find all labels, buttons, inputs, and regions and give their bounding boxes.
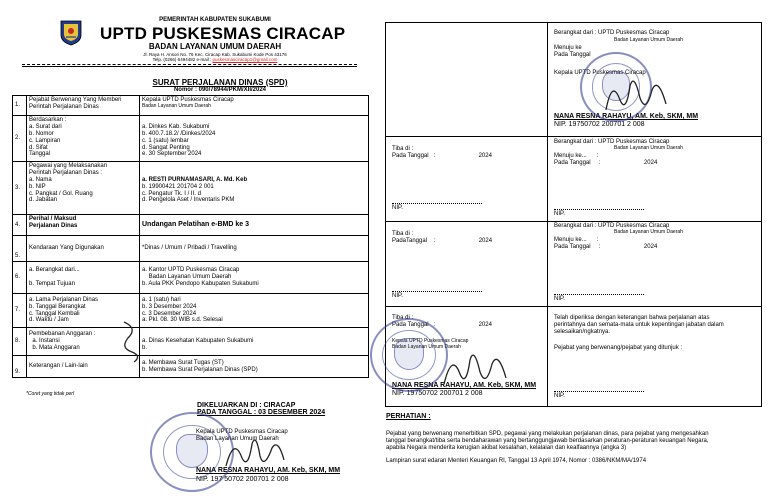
row-left: Pegawai yang Melaksanakan Perintah Perjalanan Dinas : a. Nama b. NIP c. Pangkat / Gol. Ruang d. Jabatan xyxy=(27,162,140,215)
s1-name: NANA RESNA RAHAYU, AM. Keb, SKM, MM xyxy=(554,113,699,120)
official-stamp xyxy=(370,318,448,392)
row-left: a. Lama Perjalanan Dinas b. Tanggal Berangkat c. Tanggal Kembali d. Waktu / Jam xyxy=(27,294,140,328)
row-right: *Dinas / Umum / Pribadi / Travelling xyxy=(140,236,369,262)
row-left: Keterangan / Lain-lain xyxy=(27,356,140,378)
hline-1 xyxy=(385,136,762,137)
s1-menuju: Menuju ke xyxy=(554,45,582,51)
row-right: a. Kantor UPTD Puskesmas Ciracap Badan Layanan Umum Daerah b. Aula PKK Pendopo Kabupaten Sukabumi xyxy=(140,262,369,294)
row-right: a. RESTI PURNAMASARI, A. Md. Keb b. 19900421 201704 2 001 c. Pengatur Tk. I / II. d d. Pengelola Aset / Inventaris PKM xyxy=(140,162,369,215)
table-row xyxy=(13,96,369,116)
doc-number: Nomor : 090/78944/PKM/XII/2024 xyxy=(173,87,267,93)
email-link[interactable]: puskesmasciracap1@gmail.com xyxy=(212,57,278,62)
row-no: 6. xyxy=(13,262,27,294)
s3-nip-left: NIP. xyxy=(392,291,482,300)
org-address: Jl. Raya H. Ansori No. 76 Kec. Ciracap Kab. Sukabumi Kode Pos 43176 xyxy=(143,52,287,57)
regency-logo xyxy=(60,20,82,46)
s1-blud: Badan Layanan Umum Daerah xyxy=(614,37,683,43)
row-right: a. 1 (satu) hari b. 3 Desember 2024 c. 3 Desember 2024 a. Pkl. 08. 30 WIB s.d. Selesai xyxy=(140,294,369,328)
perhatian-p4: Lampiran surat edaran Menteri Keuangan RI, Tanggal 13 April 1974, Nomor : 0386/NKM/MA/1974 xyxy=(386,458,647,464)
s4-tiba: Tiba di : xyxy=(392,315,414,321)
issue-nip: NIP. 197 50702 200701 2 008 xyxy=(196,476,289,483)
table-row xyxy=(13,116,369,162)
perhatian-title: PERHATIAN : xyxy=(386,413,431,420)
s2-tiba: Tiba di : xyxy=(392,146,414,152)
perhatian-p1: Pejabat yang berwenang menerbitkan SPD, pegawai yang melakukan perjalanan dinas, para pejabat yang mengesahkan xyxy=(386,431,709,437)
contact-label: Telp. (0266) 6494482 e-mail : xyxy=(152,57,212,62)
issue-head1: Kepala UPTD Puskesmas Ciracap xyxy=(196,429,288,435)
row-left: a. Berangkat dari... b. Tempat Tujuan xyxy=(27,262,140,294)
s1-nip: NIP. 19750702 200701 2 008 xyxy=(554,121,645,128)
s3-berangkat: Berangkat dari : UPTD Puskesmas Ciracap xyxy=(554,223,670,229)
row-left: Pembebanan Anggaran : a. Instansi b. Mata Anggaran xyxy=(27,328,140,356)
s3-pada-r: Pada Tanggal : 2024 xyxy=(554,244,658,250)
row-left: Pejabat Berwenang Yang Memberi Perintah Perjalanan Dinas xyxy=(27,96,140,116)
s1-berangkat: Berangkat dari : UPTD Puskesmas Ciracap xyxy=(554,30,670,36)
s3-blud: Badan Layanan Umum Daerah xyxy=(614,229,683,235)
s4-pada: Pada Tanggal : 2024 xyxy=(392,322,492,328)
gov-name: PEMERINTAH KABUPATEN SUKABUMI xyxy=(159,17,271,23)
row-no: 4. xyxy=(13,215,27,236)
issue-name: NANA RESNA RAHAYU, AM. Keb, SKM, MM xyxy=(196,467,341,474)
row-no: 9. xyxy=(13,356,27,378)
row-right: Kepala UPTD Puskesmas Ciracap Badan Layanan Umum Daerah xyxy=(140,96,369,116)
table-row xyxy=(13,356,369,378)
table-row xyxy=(13,215,369,236)
right-page xyxy=(380,0,768,501)
table-row xyxy=(13,262,369,294)
signature xyxy=(602,70,672,118)
s4-check3: selesaikan/ngkatnya. xyxy=(554,329,611,335)
s4-nip: NIP. 19750702 200701 2 008 xyxy=(392,390,483,397)
signature xyxy=(222,430,292,474)
row-left: Perihal / Maksud Perjalanan Dinas xyxy=(27,215,140,236)
org-subtitle: BADAN LAYANAN UMUM DAERAH xyxy=(148,42,282,51)
s2-pada-r: Pada Tanggal : 2024 xyxy=(554,160,658,166)
s4-nip-right: NIP. xyxy=(554,391,644,400)
issue-date: PADA TANGGAL : 03 DESEMBER 2024 xyxy=(197,409,326,416)
signature xyxy=(440,342,510,392)
s1-kepala: Kepala UPTD Puskesmas Ciracap xyxy=(554,70,646,76)
s2-nip-right: NIP. xyxy=(554,209,644,218)
doc-title: SURAT PERJALANAN DINAS (SPD) xyxy=(152,78,288,87)
row-no: 7. xyxy=(13,294,27,328)
header-divider-2 xyxy=(22,66,357,67)
s2-nip-left: NIP. xyxy=(392,203,482,212)
s1-pada: Pada Tanggal xyxy=(554,52,591,58)
s2-berangkat: Berangkat dari : UPTD Puskesmas Ciracap xyxy=(554,139,670,145)
table-row xyxy=(13,328,369,356)
row-no: 3. xyxy=(13,162,27,215)
issue-place: DIKELUARKAN DI : CIRACAP xyxy=(197,402,296,409)
hline-3 xyxy=(385,306,762,307)
hline-2 xyxy=(385,221,762,222)
header-divider xyxy=(22,64,357,65)
s2-menuju: Menuju ke... : xyxy=(554,153,599,159)
s3-pada: PadaTanggal : 2024 xyxy=(392,238,493,244)
vertical-divider xyxy=(547,22,548,407)
spd-table xyxy=(12,95,369,378)
table-row xyxy=(13,294,369,328)
org-title: UPTD PUSKESMAS CIRACAP xyxy=(100,24,346,43)
perhatian-p2: tanggal berangkat/tiba serta bendaharawan yang bertanggungjawab berdasarkan peraturan-peraturan keuangan Negara, xyxy=(386,438,709,444)
row-no: 1. xyxy=(13,96,27,116)
row-left: Kendaraan Yang Digunakan xyxy=(27,236,140,262)
s4-name: NANA RESNA RAHAYU, AM. Keb, SKM, MM xyxy=(392,382,537,389)
s3-menuju: Menuju ke... : xyxy=(554,237,599,243)
row-left: Berdasarkan : a. Surat dari b. Nomor c. Lampiran d. Sifat Tanggal xyxy=(27,116,140,162)
s2-pada: Pada Tanggal : 2024 xyxy=(392,153,492,159)
table-row xyxy=(13,162,369,215)
footnote: *Coret yang tidak perl xyxy=(26,391,75,397)
perhatian-p3: apabila Negara menderita kerugian akibat kesalahan, kelalaian dan kealfaannya (angka 3) xyxy=(386,445,627,451)
row-right: a. Dinas Kesehatan Kabupaten Sukabumi b. xyxy=(140,328,369,356)
row-no: 8. xyxy=(13,328,27,356)
s2-blud: Badan Layanan Umum Daerah xyxy=(614,145,683,151)
initial-paraf xyxy=(118,318,148,364)
issue-head2: Badan Layanan Umum Daerah xyxy=(196,436,279,442)
row-no: 2. xyxy=(13,116,27,162)
s3-tiba: Tiba di : xyxy=(392,231,414,237)
row-right: a. Membawa Surat Tugas (ST) b. Membawa Surat Perjalanan Dinas (SPD) xyxy=(140,356,369,378)
s4-check2: perintahnya dan semata-mata untuk kepentingan jabatan dalam xyxy=(554,322,724,328)
org-contact xyxy=(100,57,330,62)
s3-nip-right: NIP. xyxy=(554,294,644,303)
row-right: a. Dinkes Kab. Sukabumi b. 400.7.18.2/ /Dinkes/2024 c. 1 (satu) lembar d. Sangat Penting e. 30 September 2024 xyxy=(140,116,369,162)
s4-pejabat: Pejabat yang berwenang/pejabat yang ditunjuk : xyxy=(554,345,683,351)
s4-kepala1: Kepala UPTD Puskesmas Ciracap xyxy=(392,338,469,344)
row-right: Undangan Pelatihan e-BMD ke 3 xyxy=(140,215,369,236)
row-no: 5. xyxy=(13,236,27,262)
s4-kepala2: Badan Layanan Umum Daerah xyxy=(392,344,461,350)
table-row xyxy=(13,236,369,262)
left-page xyxy=(0,0,375,501)
s4-check1: Telah diperiksa dengan keterangan bahwa perjalanan atas xyxy=(554,315,710,321)
